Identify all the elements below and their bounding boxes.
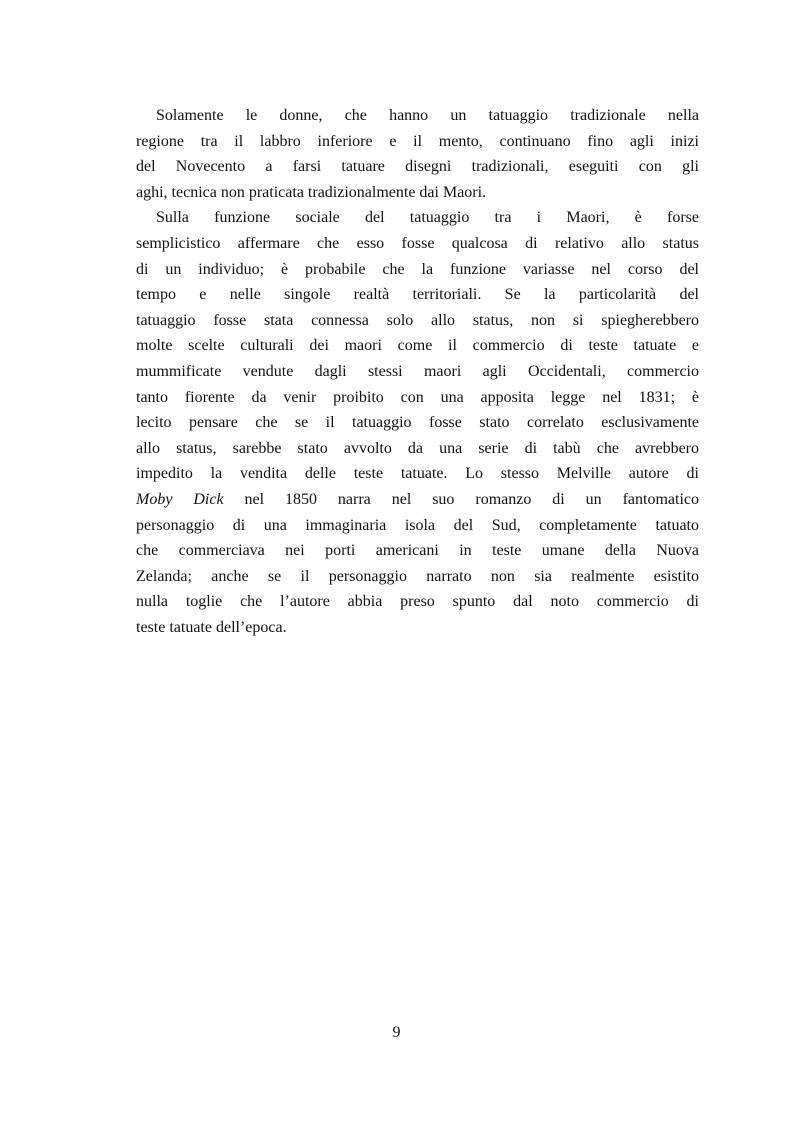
paragraph-line: nulla toglie che l’autore abbia preso spunto dal noto commercio di (136, 593, 699, 611)
paragraph-line: allo status, sarebbe stato avvolto da una serie di tabù che avrebbero (136, 439, 699, 457)
paragraph-line: semplicistico affermare che esso fosse qualcosa di relativo allo status (136, 234, 699, 252)
body-text (136, 103, 699, 640)
book-title: Moby Dick (136, 490, 224, 508)
paragraph-line-rest: nel 1850 narra nel suo romanzo di un fantomatico (223, 490, 700, 508)
paragraph-line-with-title (136, 487, 699, 513)
paragraph-line: che commerciava nei porti americani in teste umane della Nuova (136, 542, 699, 560)
paragraph-line: regione tra il labbro inferiore e il mento, continuano fino agli inizi (136, 132, 699, 150)
paragraph-line: molte scelte culturali dei maori come il commercio di teste tatuate e (136, 337, 699, 355)
paragraph-line: personaggio di una immaginaria isola del Sud, completamente tatuato (136, 516, 699, 534)
paragraph-line: Sulla funzione sociale del tatuaggio tra i Maori, è forse (156, 209, 699, 227)
paragraph-line: del Novecento a farsi tatuare disegni tradizionali, eseguiti con gli (136, 158, 699, 176)
paragraph-line: Zelanda; anche se il personaggio narrato non sia realmente esistito (136, 567, 699, 585)
paragraph-line: tempo e nelle singole realtà territoriali. Se la particolarità del (136, 286, 699, 304)
paragraph-line: aghi, tecnica non praticata tradizionalmente dai Maori. (136, 183, 487, 201)
page-number: 9 (392, 1024, 401, 1041)
paragraph-line: tanto fiorente da venir proibito con una apposita legge nel 1831; è (136, 388, 699, 406)
paragraph-line: Solamente le donne, che hanno un tatuaggio tradizionale nella (156, 107, 699, 124)
paragraph-line: lecito pensare che se il tatuaggio fosse stato correlato esclusivamente (136, 414, 699, 432)
paragraph-line: teste tatuate dell’epoca. (136, 618, 287, 636)
paragraph-line: tatuaggio fosse stata connessa solo allo status, non si spiegherebbero (136, 311, 699, 329)
paragraph-line: di un individuo; è probabile che la funzione variasse nel corso del (136, 260, 699, 278)
paragraph-line: mummificate vendute dagli stessi maori agli Occidentali, commercio (136, 362, 699, 380)
paragraph-line: impedito la vendita delle teste tatuate. Lo stesso Melville autore di (136, 465, 699, 483)
